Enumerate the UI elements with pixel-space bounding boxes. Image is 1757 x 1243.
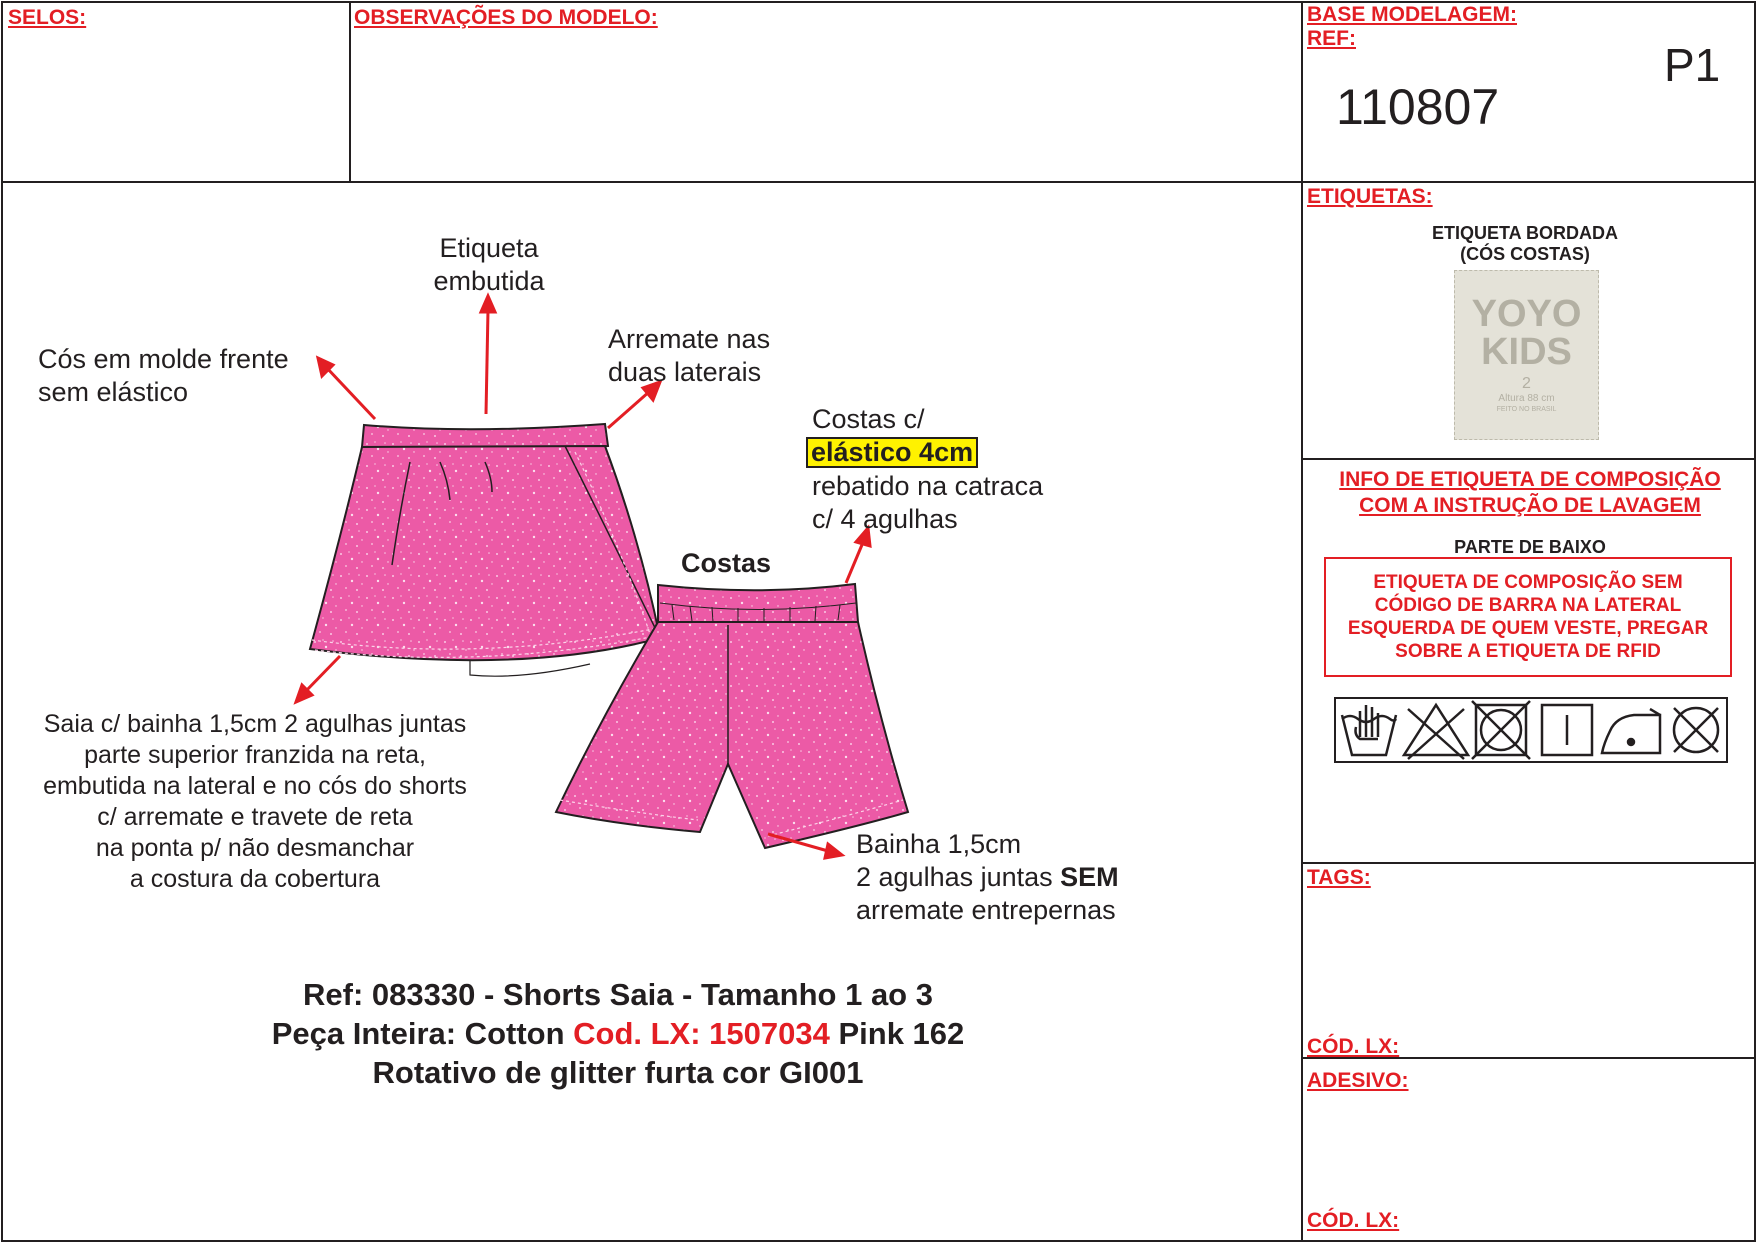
note-line: Etiqueta xyxy=(439,233,539,263)
tag-height: Altura 88 cm xyxy=(1498,393,1555,404)
bordada-title-line: (CÓS COSTAS) xyxy=(1460,244,1590,264)
bordada-title-line: ETIQUETA BORDADA xyxy=(1432,223,1618,243)
do-not-tumble-dry-icon xyxy=(1472,701,1530,759)
product-print: Rotativo de glitter furta cor GI001 xyxy=(372,1055,864,1090)
note-line: c/ 4 agulhas xyxy=(812,504,958,534)
note-line xyxy=(856,861,1119,894)
product-color: Pink 162 xyxy=(829,1016,965,1051)
composicao-title-line: COM A INSTRUÇÃO DE LAVAGEM xyxy=(1359,494,1701,517)
costas-title: Costas xyxy=(681,548,772,578)
note-text-bold: SEM xyxy=(1060,862,1119,892)
selos-label: SELOS: xyxy=(8,6,87,29)
composicao-box xyxy=(1324,557,1732,677)
tag-origin: FEITO NO BRASIL xyxy=(1496,406,1557,413)
note-line: Costas c/ xyxy=(812,404,925,434)
embroidered-label-image xyxy=(1454,270,1599,440)
composicao-box-line: ESQUERDA DE QUEM VESTE, PREGAR xyxy=(1347,618,1709,639)
tags-label: TAGS: xyxy=(1307,866,1371,889)
front-skirt-drawing xyxy=(310,424,660,676)
product-material xyxy=(110,1014,1126,1053)
parte-de-baixo: PARTE DE BAIXO xyxy=(1454,537,1606,557)
note-line: duas laterais xyxy=(608,357,762,387)
note-line: Cós em molde frente xyxy=(38,344,289,374)
tags-divider xyxy=(1301,862,1756,864)
note-line: Bainha 1,5cm xyxy=(856,829,1022,859)
note-line: Saia c/ bainha 1,5cm 2 agulhas juntas xyxy=(43,710,467,738)
note-line: Arremate nas xyxy=(608,324,771,354)
costas-elastico-note xyxy=(806,403,1043,536)
note-line: na ponta p/ não desmanchar xyxy=(95,834,415,862)
cod-lx-label-adesivo: CÓD. LX: xyxy=(1307,1209,1400,1232)
care-symbols xyxy=(1334,697,1728,763)
note-line: rebatido na catraca xyxy=(812,471,1044,501)
etiquetas-label: ETIQUETAS: xyxy=(1307,185,1433,208)
etiqueta-embutida-note xyxy=(419,232,559,298)
note-line: c/ arremate e travete de reta xyxy=(97,803,413,831)
product-ref: Ref: 083330 - Shorts Saia - Tamanho 1 ao 3 xyxy=(303,977,933,1012)
composicao-box-line: ETIQUETA DE COMPOSIÇÃO SEM xyxy=(1373,572,1683,593)
tag-size: 2 xyxy=(1522,375,1531,392)
base-modelagem-label: BASE MODELAGEM: xyxy=(1307,3,1517,26)
composicao-title-line: INFO DE ETIQUETA DE COMPOSIÇÃO xyxy=(1339,468,1721,491)
note-line: embutida na lateral e no cós do shorts xyxy=(43,772,467,800)
tag-brand-line: KIDS xyxy=(1481,331,1572,373)
elastico-highlight: elástico 4cm xyxy=(806,437,978,468)
composicao-box-line: SOBRE A ETIQUETA DE RFID xyxy=(1395,641,1661,662)
ref-label: REF: xyxy=(1307,27,1356,50)
composicao-divider xyxy=(1301,458,1756,460)
product-lx-code: Cod. LX: 1507034 xyxy=(573,1016,830,1051)
note-line: sem elástico xyxy=(38,377,189,407)
bordada-title xyxy=(1380,223,1670,265)
note-line: parte superior franzida na reta, xyxy=(84,741,426,769)
note-line: embutida xyxy=(433,266,545,296)
ref-value: 110807 xyxy=(1336,79,1500,135)
cos-molde-note xyxy=(38,343,289,409)
size-value: P1 xyxy=(1664,39,1721,91)
composicao-title xyxy=(1305,467,1755,519)
right-panel-divider xyxy=(1301,1,1303,1242)
cod-lx-label-tags: CÓD. LX: xyxy=(1307,1035,1400,1058)
composicao-box-line: CÓDIGO DE BARRA NA LATERAL xyxy=(1374,595,1682,616)
note-line: arremate entrepernas xyxy=(856,895,1116,925)
note-line: a costura da cobertura xyxy=(129,865,381,893)
arremate-laterais-note xyxy=(608,323,770,389)
adesivo-label: ADESIVO: xyxy=(1307,1069,1409,1092)
observacoes-label: OBSERVAÇÕES DO MODELO: xyxy=(354,6,658,29)
product-description xyxy=(110,975,1126,1092)
tag-brand-line: YOYO xyxy=(1471,293,1582,335)
note-text: 2 agulhas juntas xyxy=(856,862,1061,892)
product-material-text: Peça Inteira: Cotton xyxy=(271,1016,574,1051)
saia-note xyxy=(10,709,500,895)
bainha-note xyxy=(856,828,1119,927)
